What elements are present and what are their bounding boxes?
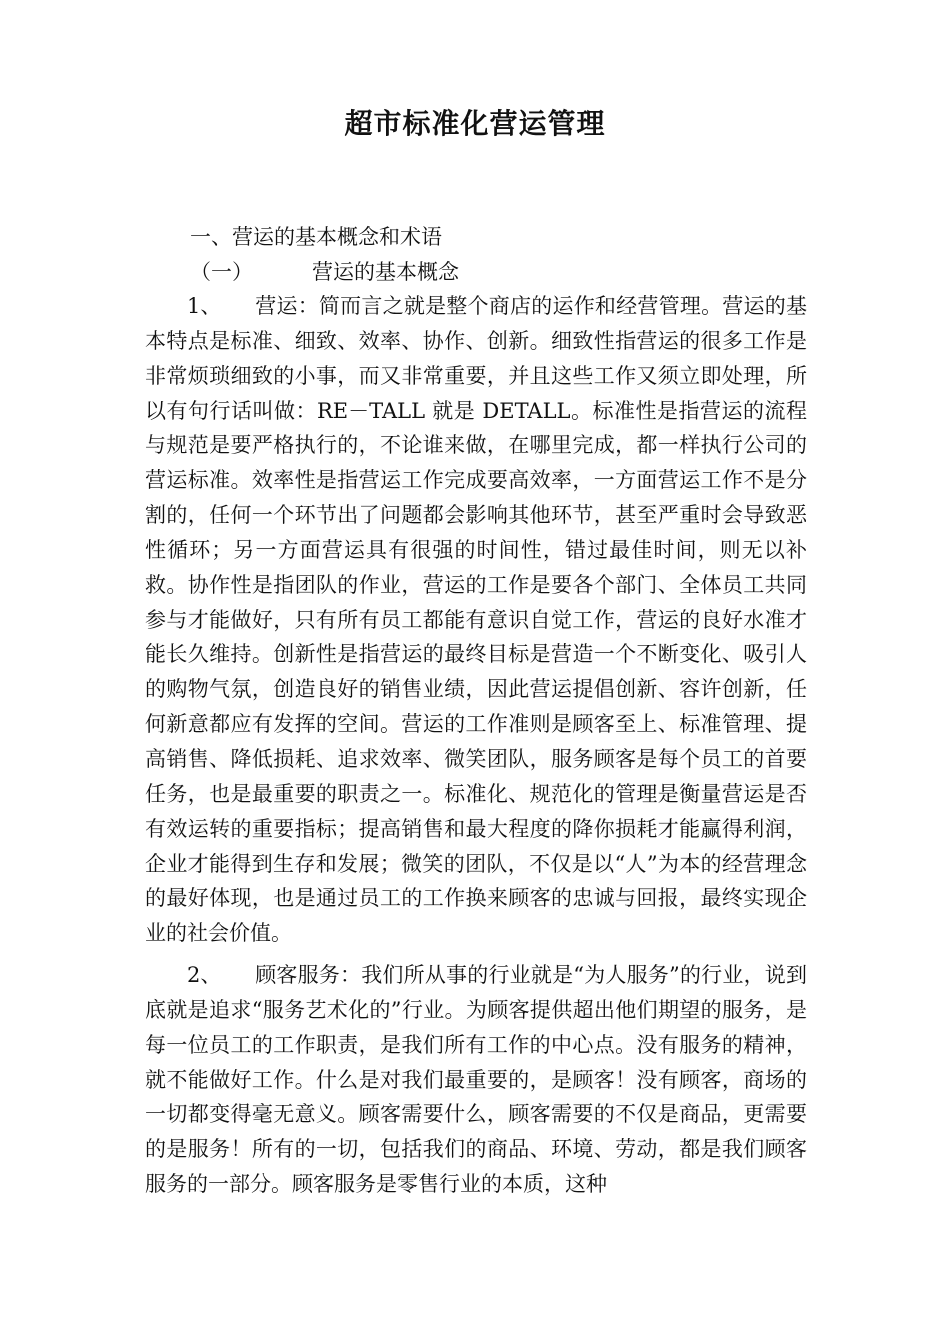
document-title: 超市标准化营运管理 [344,107,606,140]
paragraph-customer-service [145,958,807,1202]
subsection-number: （一） [190,260,253,284]
subsection-heading [190,255,459,289]
paragraph-number: 2、 [187,963,222,987]
paragraph-text: 营运：简而言之就是整个商店的运作和经营管理。营运的基本特点是标准、细致、效率、协作、创新。细致性指营运的很多工作是非常烦琐细致的小事，而又非常重要，并且这些工作又须立即处理，所以有句行话叫做：RE－TALL 就是 DETALL。标准性是指营运的流程与规范是要严格执行的，不论谁来做，在哪里完成，都一样执行公司的营运标准。效率性是指营运工作完成要高效率，一方面营运工作不是分割的，任何一个环节出了问题都会影响其他环节，甚至严重时会导致恶性循环；另一方面营运具有很强的时间性，错过最佳时间，则无以补救。协作性是指团队的作业，营运的工作是要各个部门、全体员工共同参与才能做好，只有所有员工都能有意识自觉工作，营运的良好水准才能长久维持。创新性是指营运的最终目标是营造一个不断变化、吸引人的购物气氛，创造良好的销售业绩，因此营运提倡创新、容许创新，任何新意都应有发挥的空间。营运的工作准则是顾客至上、标准管理、提高销售、降低损耗、追求效率、微笑团队，服务顾客是每个员工的首要任务，也是最重要的职责之一。标准化、规范化的管理是衡量营运是否有效运转的重要指标；提高销售和最大程度的降你损耗才能赢得利润，企业才能得到生存和发展；微笑的团队，不仅是以“人”为本的经营理念的最好体现，也是通过员工的工作换来顾客的忠诚与回报，最终实现企业的社会价值。 [145,294,807,946]
paragraph-text: 顾客服务：我们所从事的行业就是“为人服务”的行业，说到底就是追求“服务艺术化的”行业。为顾客提供超出他们期望的服务，是每一位员工的工作职责，是我们所有工作的中心点。没有服务的精神，就不能做好工作。什么是对我们最重要的，是顾客！没有顾客，商场的一切都变得毫无意义。顾客需要什么，顾客需要的不仅是商品，更需要的是服务！所有的一切，包括我们的商品、环境、劳动，都是我们顾客服务的一部分。顾客服务是零售行业的本质，这种 [145,963,807,1197]
section-heading: 一、营运的基本概念和术语 [190,225,442,249]
paragraph-number: 1、 [187,294,222,318]
subsection-title: 营运的基本概念 [312,260,459,284]
paragraph-operations [145,289,807,951]
